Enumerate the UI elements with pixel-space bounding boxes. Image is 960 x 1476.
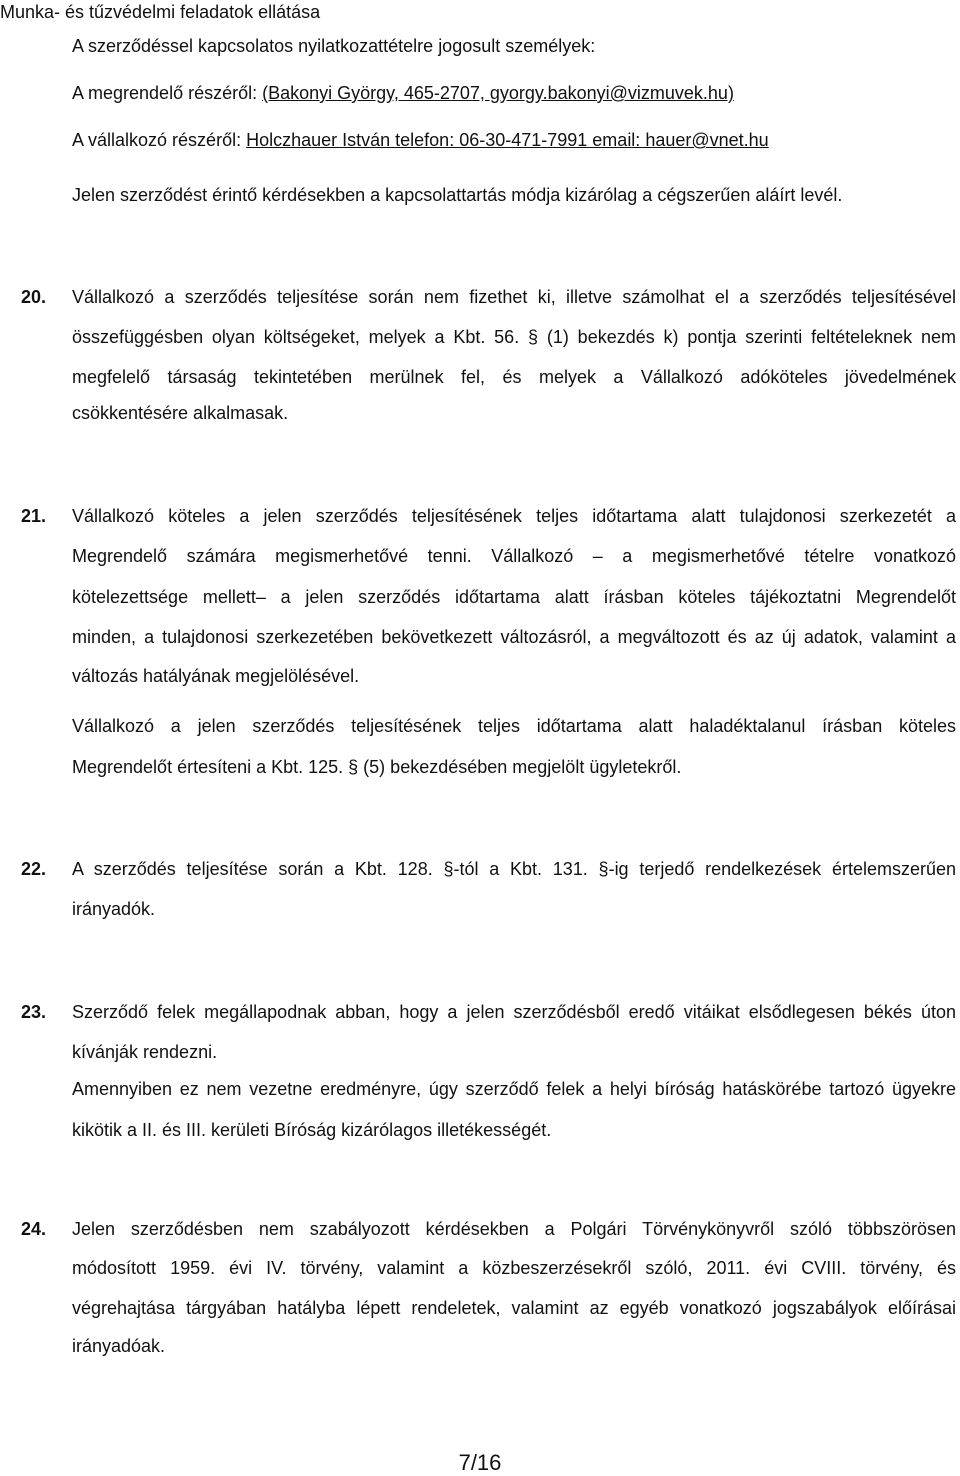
client-contact-label: A megrendelő részéről: [72, 83, 263, 103]
section-24-number: 24. [21, 1219, 47, 1239]
section-20-line: összefüggésben olyan költségeket, melyek a Kbt. 56. § (1) bekezdés k) pontja szerinti feltételeknek nem [72, 327, 956, 347]
section-21-line: változás hatályának megjelölésével. [72, 666, 360, 686]
page-header-title: Munka- és tűzvédelmi feladatok ellátása [0, 2, 321, 22]
section-21-para2-line: Vállalkozó a jelen szerződés teljesítésének teljes időtartama alatt haladéktalanul írásban köteles [72, 716, 956, 736]
section-23-line: Szerződő felek megállapodnak abban, hogy a jelen szerződésből eredő vitáikat elsődlegesen békés úton [72, 1002, 956, 1022]
section-20-line: csökkentésére alkalmasak. [72, 403, 289, 423]
section-22-line: A szerződés teljesítése során a Kbt. 128. §-tól a Kbt. 131. §-ig terjedő rendelkezések értelemszerűen [72, 859, 956, 879]
section-21-line: Megrendelő számára megismerhetővé tenni. Vállalkozó – a megismerhetővé tételre vonatkozó [72, 546, 956, 566]
section-20-line: megfelelő társaság tekintetében merülnek fel, és melyek a Vállalkozó adóköteles jövedelmének [72, 367, 956, 387]
section-21-line: kötelezettsége mellett– a jelen szerződés időtartama alatt írásban köteles tájékoztatni Megrendelőt [72, 587, 956, 607]
section-24-line: végrehajtása tárgyában hatályba lépett rendeletek, valamint az egyéb vonatkozó jogszabályok előírásai [72, 1298, 956, 1318]
section-23-para2-line: Amennyiben ez nem vezetne eredményre, úgy szerződő felek a helyi bíróság hatáskörébe tartozó ügyekre [72, 1079, 956, 1099]
client-contact-line [72, 80, 734, 106]
section-22-line: irányadók. [72, 899, 156, 919]
section-20-number: 20. [21, 287, 47, 307]
page-number: 7/16 [458, 1450, 502, 1475]
section-21-number: 21. [21, 506, 47, 526]
contacts-heading: A szerződéssel kapcsolatos nyilatkozattételre jogosult személyek: [72, 36, 596, 56]
contact-method-text: Jelen szerződést érintő kérdésekben a kapcsolattartás módja kizárólag a cégszerűen aláírt levél. [72, 185, 843, 205]
section-24-line: módosított 1959. évi IV. törvény, valamint a közbeszerzésekről szóló, 2011. évi CVIII. törvény, és [72, 1258, 956, 1278]
client-contact-value: (Bakonyi György, 465-2707, gyorgy.bakonyi@vizmuvek.hu) [262, 83, 734, 103]
section-24-line: irányadóak. [72, 1336, 166, 1356]
section-23-line: kívánják rendezni. [72, 1042, 218, 1062]
section-21-line: minden, a tulajdonosi szerkezetében bekövetkezett változásról, a megváltozott és az új adatok, valamint a [72, 627, 956, 647]
contractor-contact-line [72, 127, 769, 153]
contractor-contact-label: A vállalkozó részéről: [72, 130, 247, 150]
section-24-line: Jelen szerződésben nem szabályozott kérdésekben a Polgári Törvénykönyvről szóló többszörösen [72, 1219, 956, 1239]
section-22-number: 22. [21, 859, 47, 879]
section-23-number: 23. [21, 1002, 47, 1022]
section-21-para2-line: Megrendelőt értesíteni a Kbt. 125. § (5) bekezdésében megjelölt ügyletekről. [72, 757, 682, 777]
section-20-line: Vállalkozó a szerződés teljesítése során nem fizethet ki, illetve számolhat el a szerződés teljesítésével [72, 287, 956, 307]
contractor-contact-value: Holczhauer István telefon: 06-30-471-7991 email: hauer@vnet.hu [246, 130, 769, 150]
section-21-line: Vállalkozó köteles a jelen szerződés teljesítésének teljes időtartama alatt tulajdonosi szerkezetét a [72, 506, 956, 526]
section-23-para2-line: kikötik a II. és III. kerületi Bíróság kizárólagos illetékességét. [72, 1120, 552, 1140]
